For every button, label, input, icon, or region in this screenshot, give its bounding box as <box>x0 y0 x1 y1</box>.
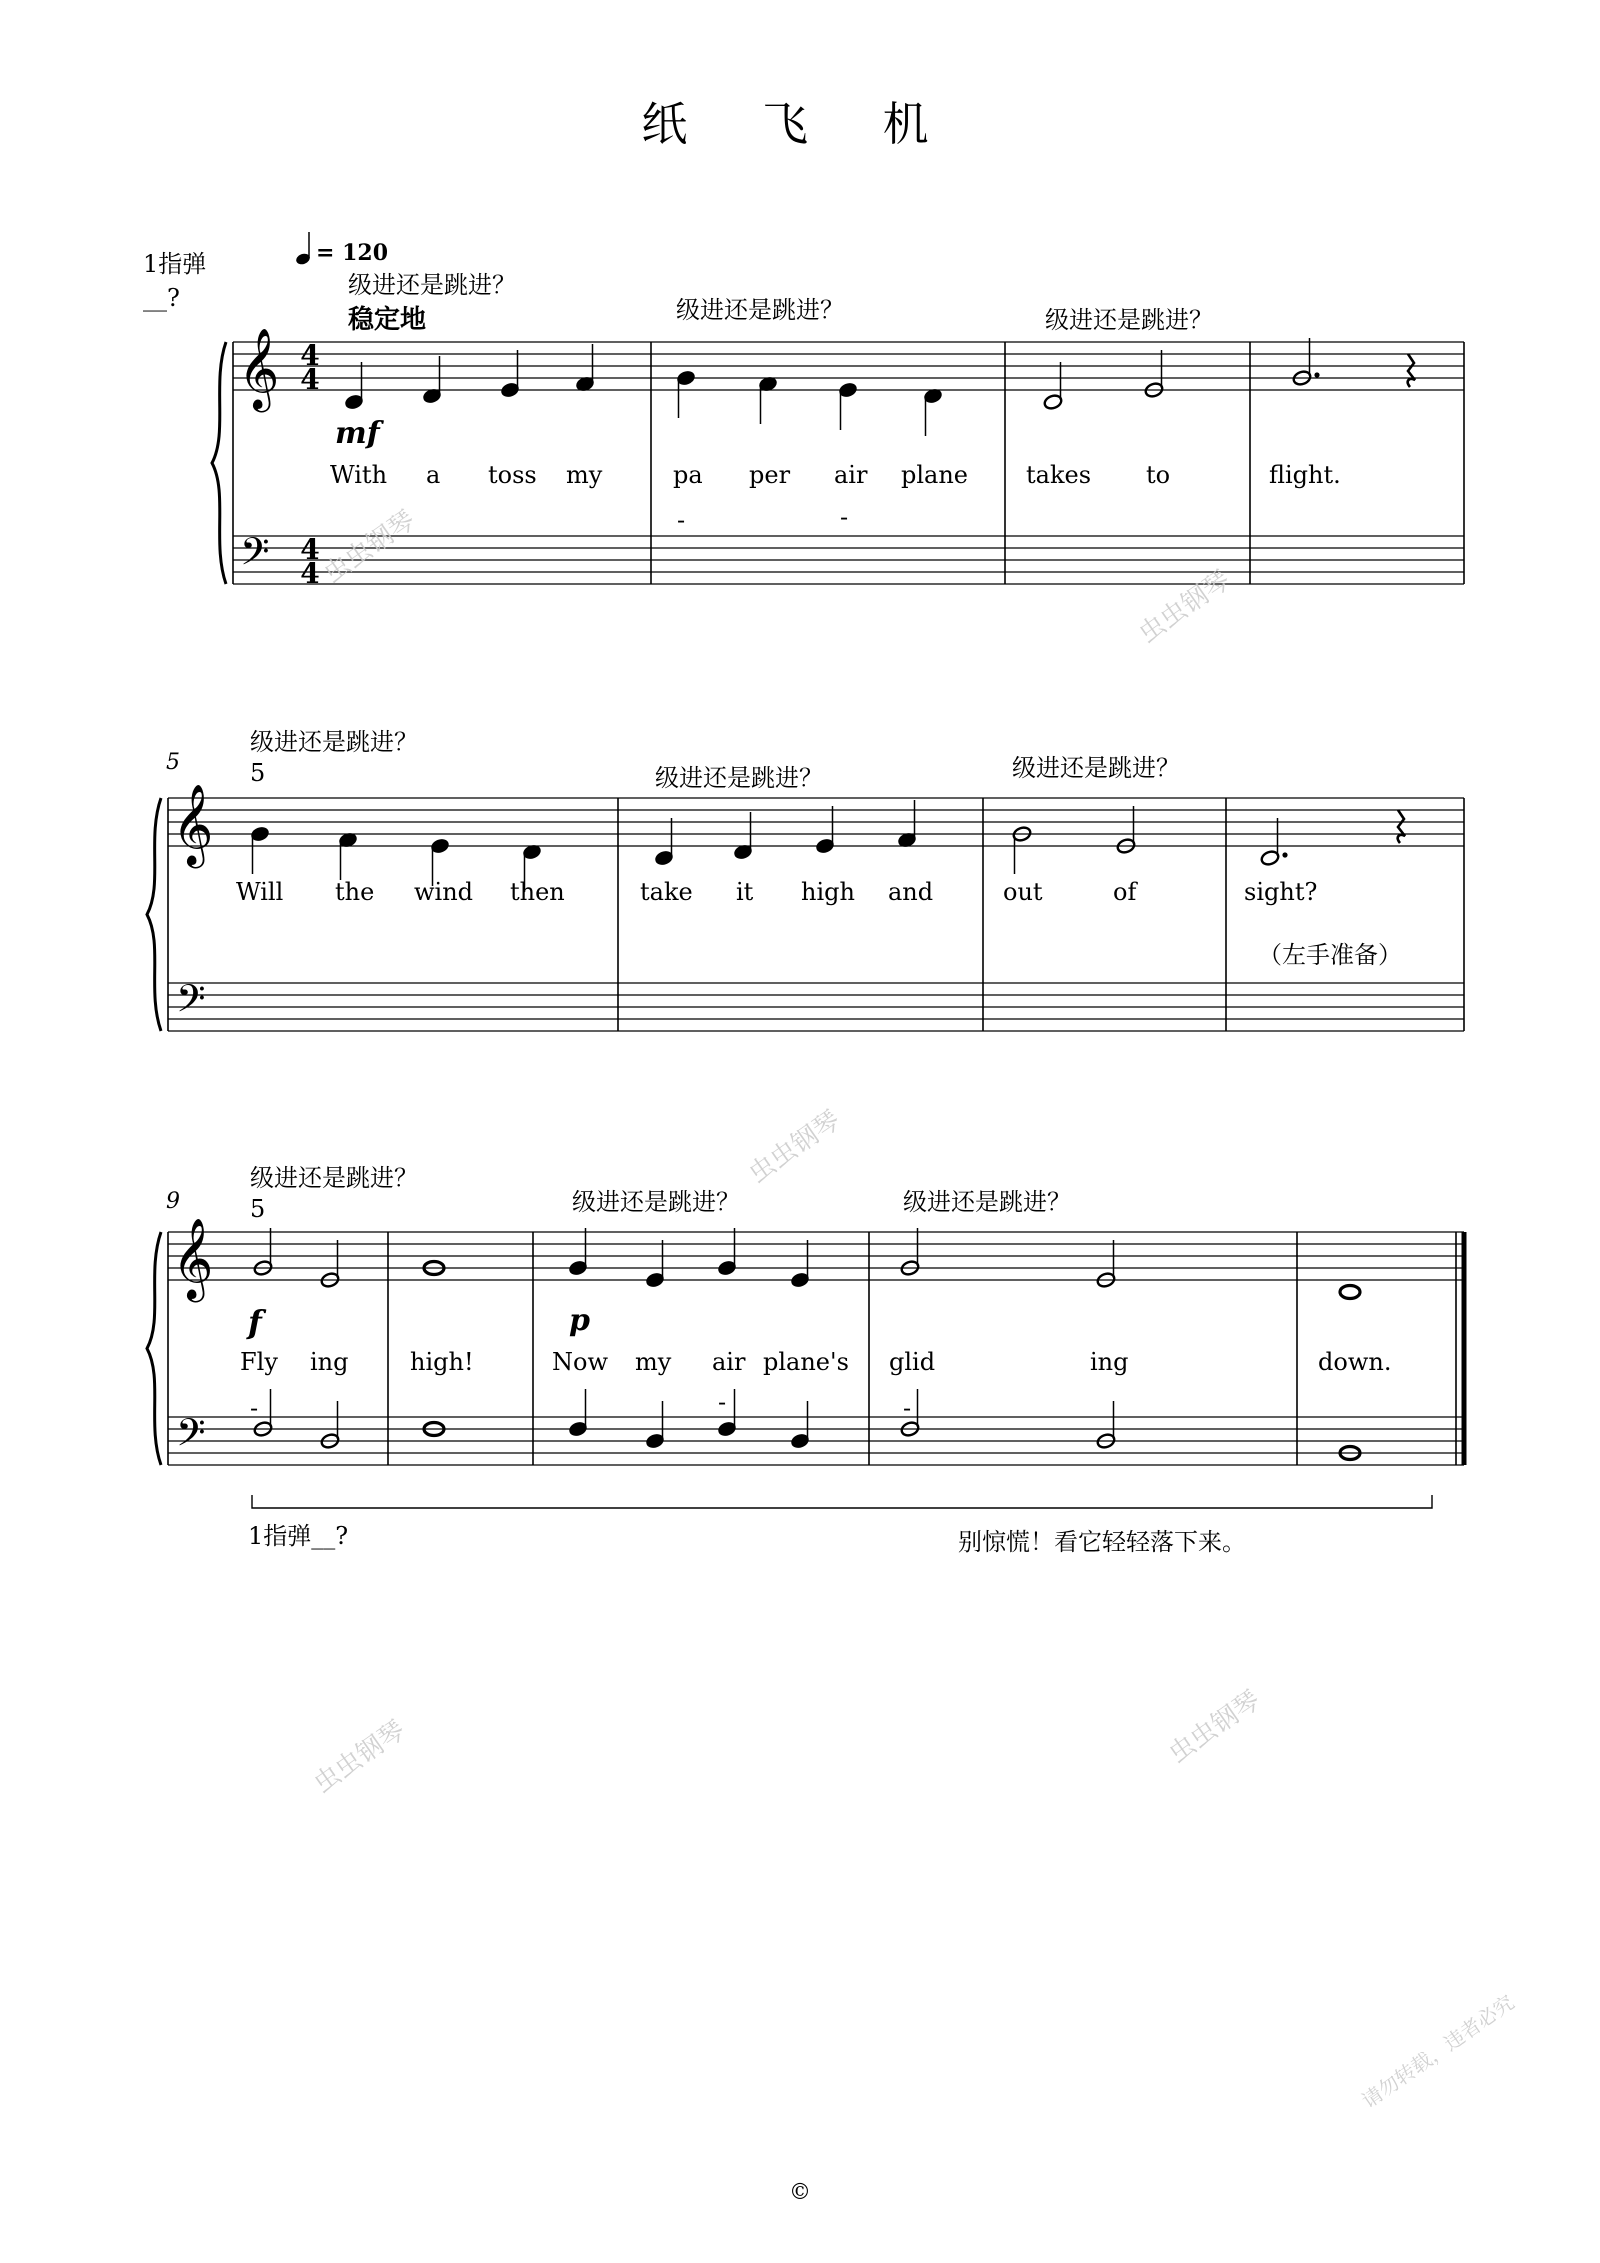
watermark: 虫虫钢琴 <box>318 505 421 590</box>
lyric: my <box>566 461 603 489</box>
tempo-text: 稳定地 <box>348 305 427 335</box>
dynamic-mf: mf <box>335 416 380 451</box>
lyric-hyphen: - <box>840 503 849 531</box>
brace <box>212 342 226 584</box>
watermark: 虫虫钢琴 <box>308 1715 411 1800</box>
lyric: down. <box>1318 1348 1392 1376</box>
lyric: pa <box>673 461 703 489</box>
treble-clef: 𝄞 <box>172 783 214 865</box>
lyric: take <box>640 878 693 906</box>
question-label: 级进还是跳进？ <box>572 1188 740 1216</box>
time-signature: 4 <box>300 363 320 396</box>
question-label: 级进还是跳进？ <box>676 296 844 324</box>
finger-number: 5 <box>250 759 266 787</box>
lyric: it <box>736 878 754 906</box>
quarter-rest <box>1398 810 1405 843</box>
left-hand-ready: （左手准备） <box>1258 941 1402 969</box>
brace <box>147 798 161 1031</box>
dynamic-f: f <box>248 1303 262 1341</box>
bottom-left-note: 1指弹__? <box>248 1522 349 1550</box>
lyric: flight. <box>1269 461 1341 489</box>
question-label: 级进还是跳进？ <box>1012 754 1180 782</box>
lyric-hyphen: - <box>250 1394 259 1422</box>
bass-clef: 𝄢 <box>176 976 206 1030</box>
lyric: Fly <box>240 1348 278 1376</box>
lyric: wind <box>414 878 474 906</box>
bottom-right-note: 别惊慌！看它轻轻落下来。 <box>958 1528 1246 1556</box>
lyric: to <box>1146 461 1171 489</box>
question-label: 级进还是跳进？ <box>348 271 516 299</box>
watermark: 虫虫钢琴 <box>743 1105 846 1190</box>
time-signature: 4 <box>300 339 320 372</box>
watermark: 虫虫钢琴 <box>1163 1685 1266 1770</box>
bass-clef: 𝄢 <box>176 1410 206 1464</box>
dot <box>1282 852 1287 857</box>
lyric: a <box>426 461 441 489</box>
question-label: 级进还是跳进？ <box>1045 306 1213 334</box>
dynamic-p: p <box>569 1303 590 1338</box>
finger-number: 5 <box>250 1195 266 1223</box>
lyric: sight? <box>1244 878 1318 906</box>
watermark: 请勿转载，违者必究 <box>1357 1990 1519 2113</box>
dot <box>1314 372 1319 377</box>
lyric: glid <box>889 1348 936 1376</box>
score-title: 纸 飞 机 <box>641 97 959 151</box>
measure-number: 5 <box>166 750 180 775</box>
lyric: plane <box>901 461 969 489</box>
staff-lines <box>147 342 1464 1508</box>
lyric: and <box>888 878 934 906</box>
lyric: takes <box>1026 461 1092 489</box>
lyric: air <box>712 1348 746 1376</box>
score-text <box>143 240 1402 1556</box>
watermark: 虫虫钢琴 <box>1133 565 1236 650</box>
tempo-marking: = 120 <box>316 240 389 266</box>
time-signature: 4 <box>300 533 320 566</box>
lyric: of <box>1113 878 1137 906</box>
lyric: the <box>335 878 375 906</box>
lyric: per <box>749 461 791 489</box>
time-signature: 4 <box>300 557 320 590</box>
treble-clef: 𝄞 <box>238 327 280 409</box>
system-bracket <box>252 1495 1432 1508</box>
lyric: high <box>801 878 855 906</box>
lyric: toss <box>488 461 537 489</box>
lyric: then <box>510 878 565 906</box>
lyric: Now <box>552 1348 608 1376</box>
lyric-hyphen: - <box>903 1394 912 1422</box>
copyright: © <box>789 2180 811 2205</box>
quarter-rest <box>1408 354 1415 387</box>
lyric: Will <box>236 878 284 906</box>
measure-number: 9 <box>166 1189 180 1214</box>
bass-clef: 𝄢 <box>240 529 270 583</box>
lyric-hyphen: - <box>718 1388 727 1416</box>
question-label: 级进还是跳进？ <box>655 764 823 792</box>
lyric: With <box>330 461 388 489</box>
lyric: out <box>1003 878 1043 906</box>
finger-label: 1指弹 <box>143 250 207 278</box>
lyric: high! <box>410 1348 474 1376</box>
question-label: 级进还是跳进？ <box>250 728 418 756</box>
brace <box>147 1232 161 1465</box>
lyric: my <box>635 1348 672 1376</box>
lyric: air <box>834 461 868 489</box>
lyric: ing <box>1090 1348 1129 1376</box>
note <box>1340 1286 1360 1299</box>
question-label: 级进还是跳进？ <box>250 1164 418 1192</box>
lyric-hyphen: - <box>677 506 686 534</box>
treble-clef: 𝄞 <box>172 1217 214 1299</box>
lyric: plane's <box>763 1348 849 1376</box>
question-label: 级进还是跳进？ <box>903 1188 1071 1216</box>
lyric: ing <box>310 1348 349 1376</box>
finger-label: __? <box>143 284 180 312</box>
